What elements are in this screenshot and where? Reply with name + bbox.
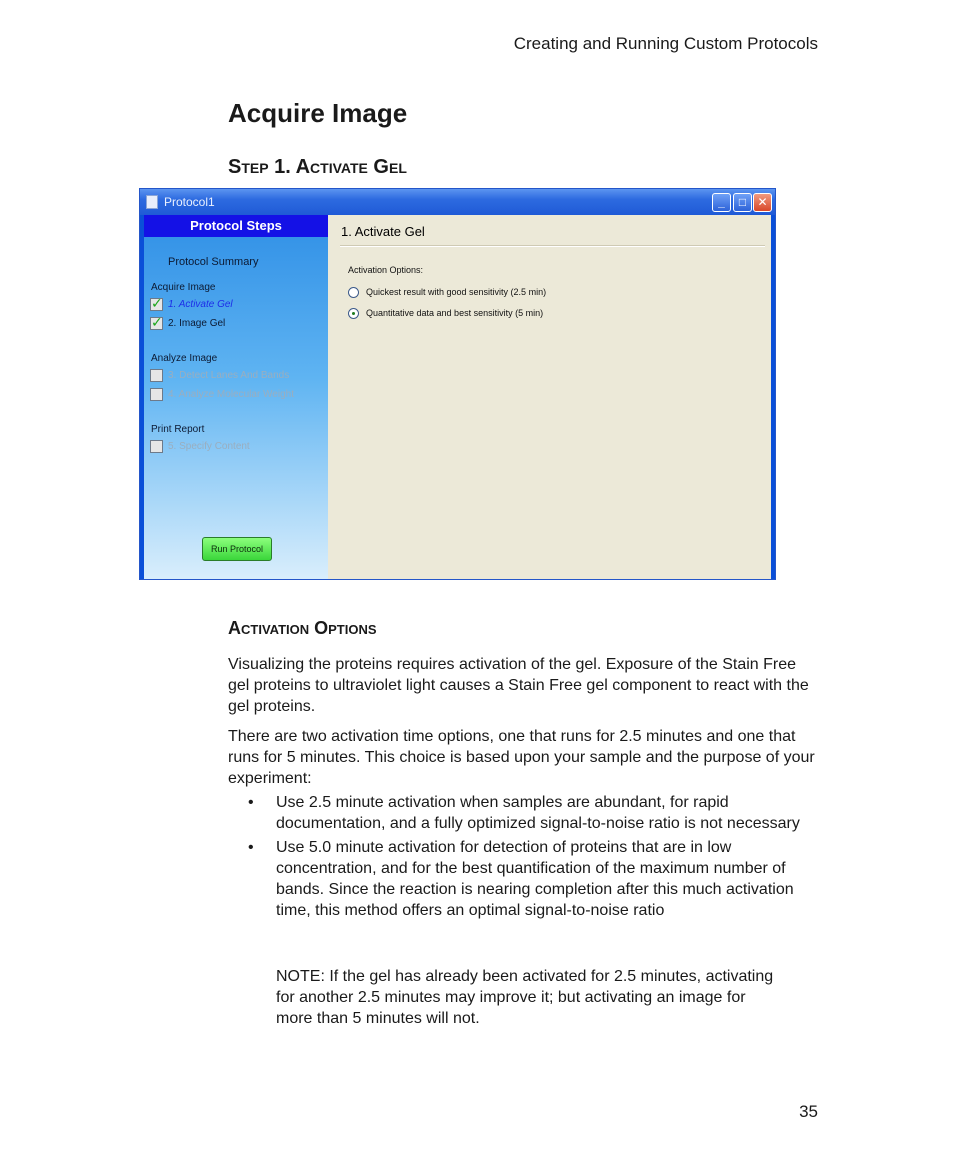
window-titlebar — [140, 189, 775, 215]
step-label: 1. Activate Gel — [168, 299, 233, 310]
step-content-title: 1. Activate Gel — [341, 224, 425, 239]
step-checkbox[interactable] — [150, 440, 163, 453]
window-title: Protocol1 — [164, 195, 215, 209]
step-label: 4. Analyze Molecular Weight — [168, 389, 294, 400]
running-header: Creating and Running Custom Protocols — [513, 34, 818, 53]
list-item-text: Use 2.5 minute activation when samples are abundant, for rapid documentation, and a fully optimized signal-to-noise ratio is not necessary — [276, 794, 800, 832]
step-checkbox[interactable] — [150, 369, 163, 382]
radio-button[interactable] — [348, 287, 359, 298]
protocol-steps-panel — [144, 215, 328, 579]
list-item-text: Use 5.0 minute activation for detection of proteins that are in low concentration, and for the best quantification of the maximum number of bands. Since the reaction is nearing completion after this much activation time, this method offers an optimal signal-to-noise ratio — [276, 839, 794, 919]
paragraph-activation-intro: Visualizing the proteins requires activation of the gel. Exposure of the Stain Free gel proteins to ultraviolet light causes a Stain Free gel component to react with the gel proteins. — [228, 656, 809, 715]
run-protocol-button[interactable]: Run Protocol — [202, 537, 272, 561]
protocol-summary-link[interactable]: Protocol Summary — [168, 256, 259, 268]
minimize-button[interactable]: _ — [712, 193, 731, 212]
step-label: 3. Detect Lanes And Bands — [168, 370, 290, 381]
section-heading: Activation Options — [228, 618, 377, 638]
divider — [340, 245, 765, 247]
step-checkbox[interactable] — [150, 317, 163, 330]
step-content-panel — [328, 215, 771, 579]
paragraph-time-options: There are two activation time options, one that runs for 2.5 minutes and one that runs for 5 minutes. This choice is based upon your sample and the purpose of your experiment: — [228, 728, 815, 787]
list-item — [228, 792, 808, 834]
step-checkbox[interactable] — [150, 298, 163, 311]
step-label: 2. Image Gel — [168, 318, 226, 329]
group-label-print-report: Print Report — [151, 424, 205, 435]
step-checkbox[interactable] — [150, 388, 163, 401]
bullet-glyph: • — [248, 839, 254, 856]
activation-bullet-list — [228, 792, 808, 924]
protocol-window-screenshot — [139, 188, 776, 580]
radio-label: Quickest result with good sensitivity (2.5 min) — [366, 287, 547, 297]
bullet-glyph: • — [248, 794, 254, 811]
maximize-button[interactable]: □ — [733, 193, 752, 212]
note-text: NOTE: If the gel has already been activated for 2.5 minutes, activating for another 2.5 minutes may improve it; but activating an image for more than 5 minutes will not. — [276, 968, 774, 1027]
protocol-steps-header: Protocol Steps — [144, 215, 328, 237]
radio-button[interactable] — [348, 308, 359, 319]
step-label: 5. Specify Content — [168, 441, 250, 452]
document-icon — [146, 195, 158, 209]
page-number: 35 — [799, 1102, 818, 1121]
close-button[interactable]: ✕ — [753, 193, 772, 212]
radio-label: Quantitative data and best sensitivity (5 min) — [366, 308, 544, 318]
group-label-analyze-image: Analyze Image — [151, 353, 218, 364]
group-label-acquire-image: Acquire Image — [151, 282, 216, 293]
activation-options-label: Activation Options: — [348, 265, 424, 275]
step-heading: Step 1. Activate Gel — [228, 156, 407, 178]
page-title: Acquire Image — [228, 98, 408, 128]
list-item — [228, 837, 808, 921]
